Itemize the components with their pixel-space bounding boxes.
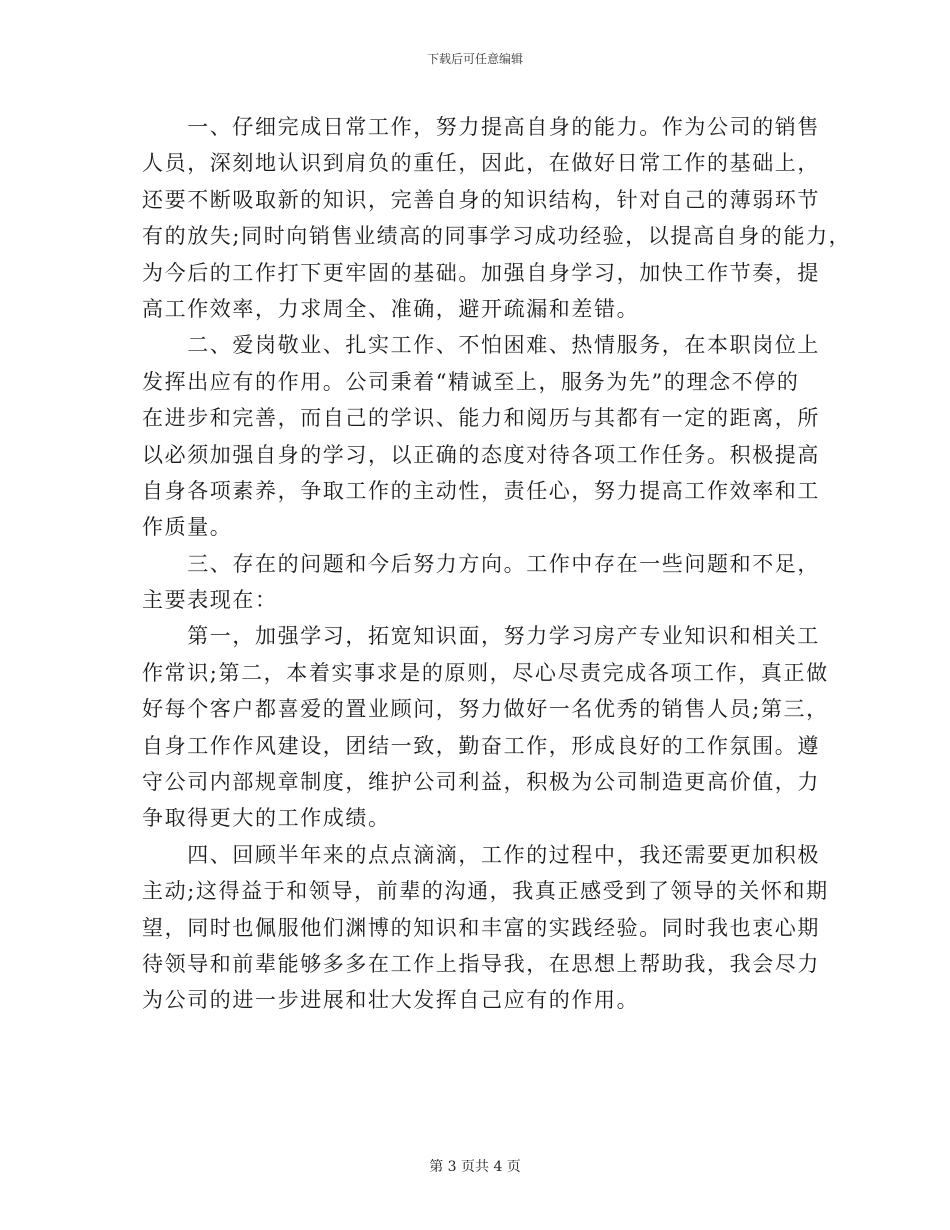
text-line: 以必须加强自身的学习，以正确的态度对待各项工作任务。积极提高 <box>142 442 820 467</box>
text-line: 四、回顾半年来的点点滴滴，工作的过程中，我还需要更加积极 <box>142 842 820 867</box>
text-line: 自身工作作风建设，团结一致，勤奋工作，形成良好的工作氛围。遵 <box>142 733 820 758</box>
page-header-note: 下载后可任意编辑 <box>426 52 523 66</box>
text-line: 争取得更大的工作成绩。 <box>142 806 391 831</box>
text-line: 自身各项素养，争取工作的主动性，责任心，努力提高工作效率和工 <box>142 478 820 503</box>
text-line: 一、仔细完成日常工作，努力提高自身的能力。作为公司的销售 <box>142 115 820 139</box>
text-line: 高工作效率，力求周全、准确，避开疏漏和差错。 <box>142 296 640 321</box>
text-line: 主要表现在： <box>142 588 278 613</box>
text-line: 三、存在的问题和今后努力方向。工作中存在一些问题和不足， <box>142 551 820 576</box>
text-line: 为今后的工作打下更牢固的基础。加强自身学习，加快工作节奏，提 <box>142 260 820 285</box>
text-line: 待领导和前辈能够多多在工作上指导我，在思想上帮助我，我会尽力 <box>142 951 820 976</box>
text-line: 第一，加强学习，拓宽知识面，努力学习房产专业知识和相关工 <box>142 624 820 649</box>
text-line: 主动;这得益于和领导，前辈的沟通，我真正感受到了领导的关怀和期 <box>142 879 829 904</box>
text-line: 发挥出应有的作用。公司秉着“精诚至上，服务为先”的理念不停的 <box>142 369 800 394</box>
text-line: 好每个客户都喜爱的置业顾问，努力做好一名优秀的销售人员;第三， <box>142 697 829 722</box>
text-line: 为公司的进一步进展和壮大发挥自己应有的作用。 <box>142 988 640 1013</box>
text-line: 有的放失;同时向销售业绩高的同事学习成功经验，以提高自身的能力， <box>142 224 852 249</box>
text-line: 守公司内部规章制度，维护公司利益，积极为公司制造更高价值，力 <box>142 770 820 795</box>
text-line: 人员，深刻地认识到肩负的重任，因此，在做好日常工作的基础上， <box>142 151 820 176</box>
text-line: 作质量。 <box>142 515 233 540</box>
page-number: 第 3 页共 4 页 <box>429 1159 521 1175</box>
document-body <box>142 109 852 1019</box>
text-line: 作常识;第二，本着实事求是的原则，尽心尽责完成各项工作，真正做 <box>142 660 829 685</box>
text-line: 还要不断吸取新的知识，完善自身的知识结构，针对自己的薄弱环节 <box>142 187 820 212</box>
text-line: 望，同时也佩服他们渊博的知识和丰富的实践经验。同时我也衷心期 <box>142 915 820 940</box>
text-line: 在进步和完善，而自己的学识、能力和阅历与其都有一定的距离，所 <box>142 406 820 431</box>
text-line: 二、爱岗敬业、扎实工作、不怕困难、热情服务，在本职岗位上 <box>142 333 820 358</box>
